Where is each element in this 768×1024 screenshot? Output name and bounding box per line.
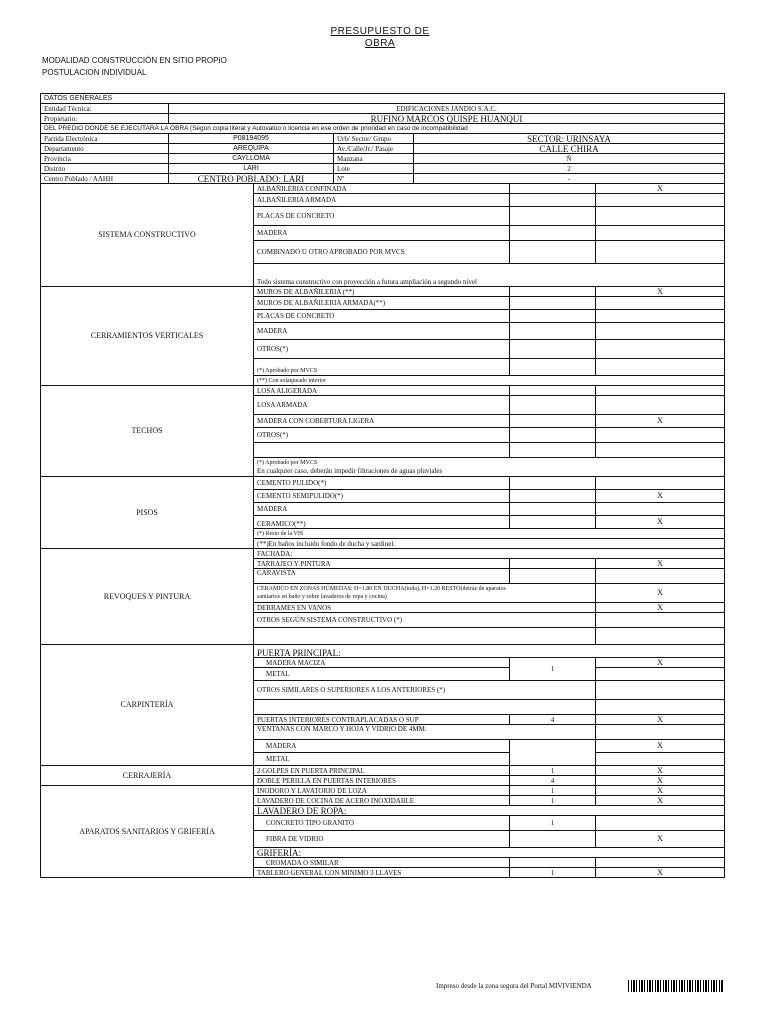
row-p4: CERAMICO(**) (254, 516, 510, 529)
dep-label: Departamento (41, 144, 169, 154)
av-label: Av./Calle/Jr./ Pasaje (334, 144, 414, 154)
row-a2: LAVADERO DE COCINA DE ACERO INOXIDABLE (254, 796, 510, 806)
row-r4: DERRAMES EN VANOS (254, 603, 596, 613)
row-a8: TABLERO GENERAL CON MINIMO 3 LLAVES (254, 868, 510, 878)
dep-value: AREQUIPA (169, 144, 334, 154)
row-s3: PLACAS DE CONCRETO (254, 207, 510, 226)
row-r0: FACHADA: (254, 549, 725, 559)
row-k3: OTROS SIMILARES O SUPERIORES A LOS ANTERIORES (*) (254, 681, 596, 700)
section-pisos: PISOS (41, 477, 254, 549)
urb-label: Urb/ Sector/ Grupo (334, 134, 414, 144)
title-line-2: OBRA (364, 38, 396, 49)
n-label: Nº (334, 174, 414, 184)
row-a4: CONCRETO TIPO GRANITO (254, 816, 510, 831)
row-s6: Todo sistema constructivo con proyección a futura ampliación a segundo nivel (254, 264, 725, 287)
row-j2: DOBLE PERILLA EN PUERTAS INTERIORES (254, 776, 510, 786)
qty-a8: 1 (510, 868, 596, 878)
mark-k6: X (596, 740, 725, 753)
propietario-label: Propietario: (41, 114, 169, 124)
prov-value: CAYLLOMA (169, 154, 334, 164)
mark-c1: X (596, 287, 725, 297)
row-k1: MADERA MACIZA (254, 658, 510, 668)
row-r3b: sanitarios en baño y sobre lavaderos de ropa y cocina) (257, 594, 387, 600)
section-cerrajeria: CERRAJERÍA (41, 766, 254, 786)
qty-a1: 1 (510, 786, 596, 796)
mark-a5: X (596, 831, 725, 848)
row-c7: (**) Con solaqueado interior (254, 376, 725, 386)
row-t1: LOSA ALIGERADA (254, 386, 510, 396)
mark-r4: X (596, 603, 725, 613)
predio-note: DEL PREDIO DONDE SE EJECUTARÁ LA OBRA (Según copia literal y Autovalúo o licencia en ese orden de prioridad en caso de incompatibilidad (41, 124, 725, 134)
mark-t3: X (596, 415, 725, 428)
row-a1: INODORO Y LAVATORIO DE LOZA (254, 786, 510, 796)
mark-k4: X (596, 715, 725, 725)
budget-table (40, 93, 725, 878)
entidad-value: EDIFICACIONES JANDIO S.A.C. (169, 104, 725, 114)
row-s2: ALBAÑILERIA ARMADA (254, 194, 510, 207)
modalidad-block (42, 55, 227, 79)
row-k7: METAL (254, 753, 510, 766)
row-r1: TARRAJEO Y PINTURA (254, 559, 510, 569)
datos-header: DATOS GENERALES (41, 94, 725, 104)
mark-j1: X (596, 766, 725, 776)
row-c2: MUROS DE ALBAÑILERIA ARMADA(**) (254, 297, 510, 310)
qty-a4: 1 (510, 816, 596, 831)
section-revoques: REVOQUES Y PINTURA (41, 549, 254, 645)
cp-label: Centro Poblado / AAHH (41, 174, 169, 184)
title-line-1: PRESUPUESTO DE (330, 26, 430, 37)
modalidad-text: MODALIDAD CONSTRUCCIÓN EN SITIO PROPIO (42, 56, 227, 65)
row-k2: METAL (254, 668, 510, 681)
n-value: - (414, 174, 725, 184)
dist-label: Distrito (41, 164, 169, 174)
row-a6: GRIFERÍA: (254, 848, 725, 858)
propietario-value: RUFINO MARCOS QUISPE HUANQUI (169, 114, 725, 124)
section-techos: TECHOS (41, 386, 254, 477)
row-k5: VENTANAS CON MARCO Y HOJA Y VIDRIO DE 4MM: (254, 725, 596, 740)
av-value: CALLE CHIRA (414, 144, 725, 154)
row-p2: CEMENTO SEMIPULIDO(*) (254, 490, 510, 503)
prov-label: Provincia (41, 154, 169, 164)
row-p6: (**)En baños incluido fondo de ducha y sardinel. (254, 539, 725, 549)
row-r2: CARAVISTA (254, 569, 510, 584)
row-c4: MADERA (254, 323, 510, 340)
mark-a1: X (596, 786, 725, 796)
mark-k1: X (596, 658, 725, 668)
mark-a2: X (596, 796, 725, 806)
lote-label: Lote (334, 164, 414, 174)
row-c1: MUROS DE ALBAÑILERIA (**) (254, 287, 510, 297)
row-j1: 2 GOLPES EN PUERTA PRINCIPAL (254, 766, 510, 776)
mark-s1: X (596, 184, 725, 194)
row-s4: MADERA (254, 226, 510, 241)
mark-p2: X (596, 490, 725, 503)
partida-value: P08194095 (169, 134, 334, 144)
dist-value: LARI (169, 164, 334, 174)
row-t6: En cualquier caso, deberán impedir filtraciones de aguas pluviales (257, 467, 443, 475)
row-t4: OTROS(*) (254, 428, 510, 443)
entidad-label: Entidad Técnica: (41, 104, 169, 114)
row-a5: FIBRA DE VIDRIO (254, 831, 510, 848)
row-t2: LOSA ARMADA (254, 396, 510, 415)
row-c3: PLACAS DE CONCRETO (254, 310, 510, 323)
mark-j2: X (596, 776, 725, 786)
lote-value: 2 (414, 164, 725, 174)
section-cerramientos: CERRAMIENTOS VERTICALES (41, 287, 254, 386)
section-carpinteria: CARPINTERÍA (41, 645, 254, 766)
row-s5: COMBINADO U OTRO APROBADO POR MVCS (254, 241, 510, 264)
row-p1: CEMENTO PULIDO(*) (254, 477, 510, 490)
partida-label: Partida Electrónica (41, 134, 169, 144)
row-r5: OTROS SEGÚN SISTEMA CONSTRUCTIVO (*) (254, 613, 596, 628)
section-sistema: SISTEMA CONSTRUCTIVO (41, 184, 254, 287)
row-k0: PUERTA PRINCIPAL: (254, 645, 725, 658)
qty-j1: 1 (510, 766, 596, 776)
mark-r3: X (596, 584, 725, 603)
qty-k1: 1 (510, 658, 596, 681)
row-a7: CROMADA O SIMILAR (254, 858, 510, 868)
barcode-image (628, 980, 723, 992)
row-a3: LAVADERO DE ROPA: (254, 806, 725, 816)
print-footer: Impreso desde la zona segura del Portal MIVIVIENDA (436, 982, 592, 990)
row-p3: MADERA (254, 503, 510, 516)
mz-label: Manzana (334, 154, 414, 164)
row-c6: (*) Aprobado por MVCS (254, 359, 510, 376)
row-t3: MADERA CON COBERTURA LIGERA (254, 415, 510, 428)
postulacion-text: POSTULACION INDIVIDUAL (42, 68, 147, 77)
qty-k4: 4 (510, 715, 596, 725)
mark-a8: X (596, 868, 725, 878)
row-t5-t6 (254, 458, 725, 477)
row-k4: PUERTAS INTERIORES CONTRAPLACADAS O SUP (254, 715, 510, 725)
row-c5: OTROS(*) (254, 340, 510, 359)
row-r3a: CERAMICO EN ZONAS HÚMEDAS: H=1.80 EN DUCHA(toda), H=1.20 RESTO(detráz de aparatos (257, 586, 506, 592)
row-t5: (*) Aprobado por MVCS (257, 460, 318, 466)
qty-j2: 4 (510, 776, 596, 786)
row-k6: MADERA (254, 740, 510, 753)
row-r3 (254, 584, 596, 603)
urb-value: SECTOR: URINSAYA (414, 134, 725, 144)
cp-value: CENTRO POBLADO: LARI (169, 174, 334, 184)
mz-value: Ñ (414, 154, 725, 164)
mark-r1: X (596, 559, 725, 569)
mark-p4: X (596, 516, 725, 529)
row-s1: ALBAÑILERIA CONFINADA (254, 184, 510, 194)
page-title (330, 26, 430, 50)
section-aparatos: APARATOS SANITARIOS Y GRIFERÍA (41, 786, 254, 878)
qty-a2: 1 (510, 796, 596, 806)
row-p5: (*) Resto de la VIS (254, 529, 725, 539)
